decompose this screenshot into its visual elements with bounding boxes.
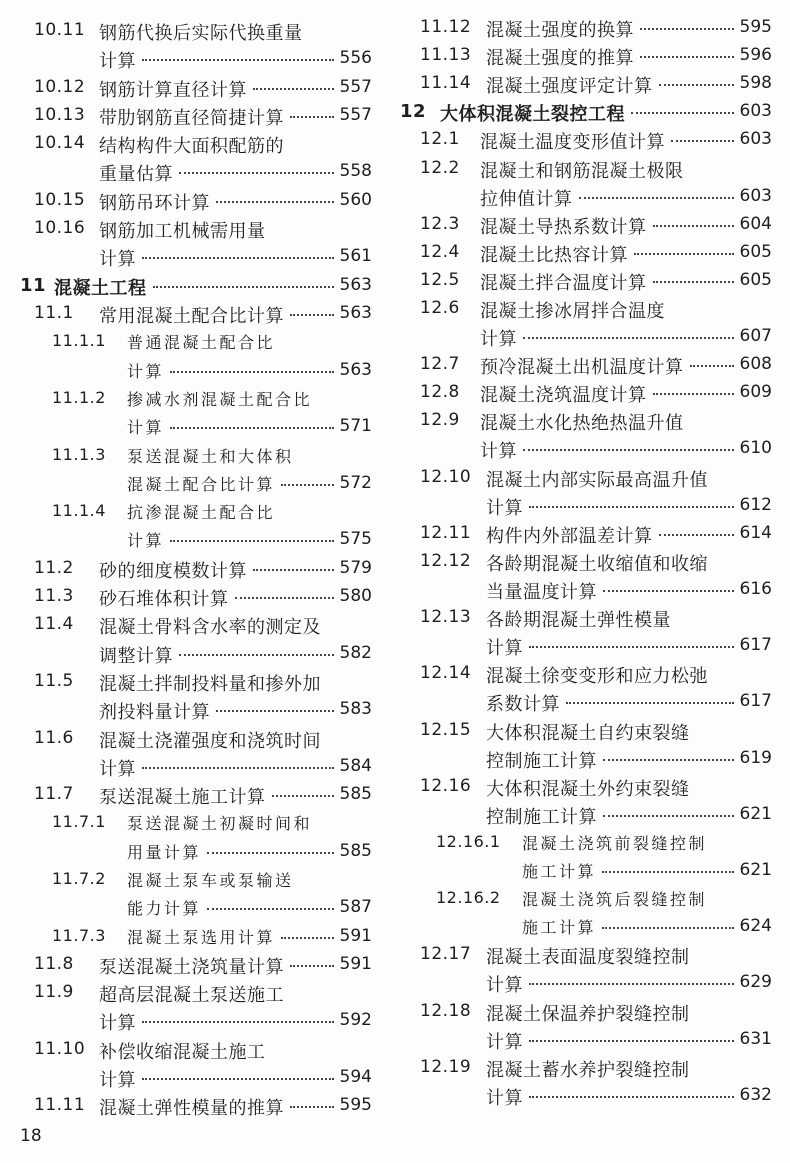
toc-entry-number: 12.16: [420, 775, 472, 796]
toc-entry-title: 混凝土弹性模量的推算: [99, 1098, 284, 1120]
dot-leader: [170, 540, 334, 542]
toc-entry-number: 12.9: [420, 410, 460, 431]
toc-entry-number: 12.15: [420, 719, 472, 740]
toc-entry-number: 11.7: [34, 784, 74, 805]
toc-entry-title: 钢筋计算直径计算: [99, 79, 247, 101]
toc-entry-number: 12.14: [420, 663, 472, 684]
toc-entry-title: 计算: [486, 497, 523, 519]
toc-entry-number: 12.7: [420, 354, 460, 375]
toc-entry-number: 12.19: [420, 1056, 472, 1077]
toc-entry-page: 609: [739, 382, 772, 403]
toc-entry-title: 混凝土内部实际最高温升值: [486, 469, 708, 491]
toc-entry-title: 混凝土强度评定计算: [486, 76, 653, 98]
toc-entry-page: 621: [739, 859, 772, 880]
toc-entry-title: 抗渗混凝土配合比: [127, 503, 276, 523]
toc-entry-page: 575: [339, 529, 372, 550]
toc-entry-page: 607: [739, 326, 772, 347]
toc-entry-title: 钢筋吊环计算: [99, 192, 210, 214]
toc-entry-page: 556: [339, 48, 372, 69]
dot-leader: [290, 314, 334, 316]
toc-entry-number: 10.13: [34, 104, 86, 125]
toc-entry-number: 11.1.1: [52, 331, 106, 351]
dot-leader: [603, 590, 734, 592]
toc-entry-page: 603: [739, 185, 772, 206]
toc-entry-page: 598: [739, 73, 772, 94]
toc-entry-title: 计算: [127, 531, 165, 551]
toc-entry-number: 11.8: [34, 953, 74, 974]
toc-entry-title: 大体积混凝土裂控工程: [440, 104, 625, 126]
toc-entry-title: 重量估算: [99, 164, 173, 186]
dot-leader: [272, 795, 334, 797]
toc-entry-number: 11.6: [34, 727, 74, 748]
toc-entry-page: 617: [739, 635, 772, 656]
dot-leader: [603, 759, 734, 761]
toc-entry-page: 604: [739, 213, 772, 234]
toc-entry-page: 632: [739, 1084, 772, 1105]
toc-entry-title: 计算: [99, 51, 136, 73]
toc-entry-number: 11.3: [34, 586, 74, 606]
toc-entry-page: 605: [739, 241, 772, 262]
toc-entry-page: 608: [739, 354, 772, 375]
toc-entry-number: 11.11: [34, 1095, 86, 1116]
toc-entry-page: 591: [339, 925, 372, 946]
toc-entry-number: 11.5: [34, 670, 74, 691]
toc-entry-title: 计算: [99, 1013, 136, 1035]
dot-leader: [253, 88, 334, 90]
toc-entry-title: 混凝土泵车或泵输送: [127, 871, 294, 890]
toc-entry-page: 595: [339, 1095, 372, 1116]
toc-entry-number: 12.2: [420, 157, 460, 178]
toc-entry-title: 钢筋加工机械需用量: [99, 221, 266, 243]
toc-entry-title: 混凝土徐变变形和应力松弛: [486, 666, 708, 688]
toc-entry-title: 各龄期混凝土弹性模量: [486, 610, 671, 632]
dot-leader: [529, 983, 734, 985]
toc-entry-number: 12.5: [420, 269, 460, 290]
toc-entry-title: 控制施工计算: [486, 750, 597, 772]
toc-entry-page: 584: [339, 755, 372, 776]
toc-entry-number: 11.14: [420, 73, 472, 94]
toc-entry-title: 混凝土强度的换算: [486, 20, 634, 41]
toc-entry-number: 12.1: [420, 129, 460, 150]
toc-entry-title: 混凝土浇筑前裂缝控制: [522, 833, 708, 853]
dot-leader: [653, 393, 734, 395]
toc-entry-page: 614: [739, 522, 772, 543]
toc-entry-number: 12.11: [420, 522, 472, 543]
dot-leader: [640, 28, 734, 30]
toc-entry-page: 587: [339, 897, 372, 918]
toc-entry-title: 钢筋代换后实际代换重量: [99, 23, 303, 44]
toc-entry-page: 557: [339, 104, 372, 125]
dot-leader: [523, 449, 734, 451]
toc-entry-title: 构件内外部温差计算: [486, 525, 653, 547]
toc-entry-page: 605: [739, 269, 772, 290]
toc-entry-title: 混凝土保温养护裂缝控制: [486, 1003, 690, 1025]
toc-entry-number: 11.10: [34, 1038, 86, 1059]
toc-entry-title: 施工计算: [522, 918, 597, 938]
dot-leader: [142, 1021, 334, 1023]
toc-entry-title: 砂的细度模数计算: [99, 560, 247, 582]
toc-entry-title: 混凝土掺冰屑拌合温度: [480, 301, 665, 322]
toc-entry-number: 11.2: [34, 557, 74, 578]
toc-entry-page: 617: [739, 691, 772, 712]
toc-entry-page: 579: [339, 557, 372, 578]
toc-entry-number: 12.8: [420, 382, 460, 403]
toc-entry-page: 603: [739, 101, 772, 122]
toc-entry-title: 带肋钢筋直径简捷计算: [99, 107, 284, 129]
dot-leader: [179, 654, 334, 656]
toc-entry-title: 计算: [99, 1070, 136, 1092]
toc-entry-title: 混凝土浇筑后裂缝控制: [522, 890, 708, 910]
dot-leader: [170, 427, 334, 429]
toc-entry-page: 571: [339, 416, 372, 437]
toc-entry-page: 595: [739, 17, 772, 37]
toc-entry-number: 11.1.3: [52, 444, 106, 464]
toc-entry-title: 混凝土拌制投料量和掺外加: [99, 673, 321, 695]
toc-entry-title: 混凝土表面温度裂缝控制: [486, 947, 690, 969]
toc-entry-title: 计算: [480, 441, 517, 463]
toc-entry-page: 585: [339, 784, 372, 805]
toc-entry-title: 计算: [480, 329, 517, 351]
toc-entry-page: 560: [339, 189, 372, 210]
toc-entry-number: 11.1: [34, 303, 74, 323]
toc-entry-title: 系数计算: [486, 694, 560, 716]
toc-entry-number: 11.7.2: [52, 869, 106, 888]
toc-entry-title: 泵送混凝土和大体积: [127, 446, 294, 466]
toc-entry-title: 能力计算: [127, 899, 202, 919]
dot-leader: [290, 1106, 334, 1108]
page-number: 18: [20, 1126, 42, 1146]
toc-entry-page: 557: [339, 76, 372, 97]
toc-entry-number: 11: [20, 274, 47, 296]
dot-leader: [529, 506, 734, 508]
toc-entry-title: 泵送混凝土施工计算: [99, 787, 266, 809]
toc-entry-title: 混凝土温度变形值计算: [480, 132, 665, 154]
toc-entry-title: 混凝土工程: [54, 277, 147, 299]
toc-entry-title: 混凝土和钢筋混凝土极限: [480, 160, 684, 182]
toc-entry-title: 计算: [486, 975, 523, 997]
toc-entry-number: 12.13: [420, 607, 472, 628]
toc-entry-title: 剂投料量计算: [99, 702, 210, 724]
toc-entry-page: 624: [739, 916, 772, 937]
toc-entry-number: 10.12: [34, 76, 86, 97]
toc-entry-number: 11.1.4: [52, 501, 106, 521]
toc-entry-title: 当量温度计算: [486, 581, 597, 603]
toc-entry-title: 结构构件大面积配筋的: [99, 136, 284, 158]
toc-entry-number: 10.14: [34, 133, 86, 154]
dot-leader: [142, 1078, 334, 1080]
toc-entry-title: 预冷混凝土出机温度计算: [480, 357, 684, 379]
toc-entry-title: 混凝土拌合温度计算: [480, 272, 647, 294]
toc-entry-page: 610: [739, 438, 772, 459]
toc-entry-number: 10.15: [34, 189, 86, 210]
toc-entry-title: 大体积混凝土自约束裂缝: [486, 722, 690, 744]
toc-entry-page: 619: [739, 747, 772, 768]
dot-leader: [579, 197, 734, 199]
toc-entry-page: 592: [339, 1010, 372, 1031]
toc-entry-page: 616: [739, 578, 772, 599]
dot-leader: [207, 908, 334, 910]
dot-leader: [235, 597, 334, 599]
toc-entry-number: 12: [400, 101, 427, 123]
toc-entry-page: 563: [339, 303, 372, 323]
toc-entry-page: 629: [739, 972, 772, 993]
toc-entry-title: 计算: [127, 361, 165, 381]
dot-leader: [281, 484, 334, 486]
toc-entry-title: 计算: [486, 1031, 523, 1053]
toc-entry-title: 混凝土蓄水养护裂缝控制: [486, 1059, 690, 1081]
dot-leader: [179, 172, 334, 174]
toc-entry-number: 12.18: [420, 1000, 472, 1021]
toc-entry-page: 558: [339, 161, 372, 182]
toc-entry-page: 563: [339, 274, 372, 295]
toc-entry-title: 混凝土强度的推算: [486, 48, 634, 70]
toc-entry-number: 12.6: [420, 298, 460, 318]
toc-entry-number: 11.13: [420, 45, 472, 66]
toc-entry-number: 11.7.1: [52, 812, 106, 832]
toc-entry-title: 计算: [486, 638, 523, 660]
dot-leader: [690, 365, 734, 367]
toc-entry-title: 混凝土水化热绝热温升值: [480, 413, 684, 435]
dot-leader: [640, 56, 734, 58]
toc-entry-title: 计算: [127, 418, 165, 438]
toc-entry-title: 大体积混凝土外约束裂缝: [486, 778, 690, 800]
dot-leader: [153, 286, 334, 288]
dot-leader: [653, 281, 734, 283]
toc-entry-page: 580: [339, 586, 372, 606]
toc-entry-title: 调整计算: [99, 645, 173, 667]
toc-entry-title: 混凝土浇筑温度计算: [480, 385, 647, 407]
toc-entry-page: 594: [339, 1067, 372, 1088]
toc-entry-number: 10.16: [34, 218, 86, 239]
toc-entry-number: 12.16.2: [436, 888, 501, 908]
dot-leader: [290, 116, 334, 118]
dot-leader: [170, 371, 334, 373]
dot-leader: [602, 927, 734, 929]
toc-entry-page: 612: [739, 494, 772, 515]
toc-entry-title: 混凝土配合比计算: [127, 474, 276, 494]
dot-leader: [290, 965, 334, 967]
dot-leader: [653, 225, 734, 227]
dot-leader: [281, 937, 334, 939]
toc-entry-title: 计算: [99, 249, 136, 271]
dot-leader: [529, 1040, 734, 1042]
dot-leader: [216, 710, 334, 712]
dot-leader: [142, 257, 334, 259]
toc-entry-title: 泵送混凝土初凝时间和: [127, 814, 313, 834]
dot-leader: [659, 84, 734, 86]
toc-entry-number: 12.10: [420, 466, 472, 487]
dot-leader: [142, 59, 334, 61]
dot-leader: [602, 871, 734, 873]
toc-entry-title: 拉伸值计算: [480, 188, 573, 210]
toc-entry-number: 12.12: [420, 550, 472, 571]
toc-entry-title: 用量计算: [127, 842, 202, 862]
toc-entry-number: 11.9: [34, 982, 74, 1003]
toc-entry-title: 混凝土浇灌强度和浇筑时间: [99, 730, 321, 752]
dot-leader: [529, 646, 734, 648]
toc-entry-title: 各龄期混凝土收缩值和收缩: [486, 553, 708, 575]
dot-leader: [523, 337, 734, 339]
toc-entry-page: 561: [339, 246, 372, 267]
toc-entry-page: 583: [339, 699, 372, 720]
dot-leader: [566, 702, 734, 704]
toc-entry-number: 12.16.1: [436, 831, 501, 851]
dot-leader: [631, 112, 734, 114]
toc-entry-number: 11.12: [420, 17, 472, 37]
dot-leader: [142, 767, 334, 769]
dot-leader: [207, 852, 334, 854]
toc-entry-page: 582: [339, 642, 372, 663]
toc-entry-page: 603: [739, 129, 772, 150]
toc-entry-title: 常用混凝土配合比计算: [99, 306, 284, 327]
toc-entry-page: 572: [339, 472, 372, 493]
dot-leader: [253, 569, 334, 571]
toc-entry-number: 12.17: [420, 944, 472, 965]
toc-entry-title: 控制施工计算: [486, 806, 597, 828]
toc-entry-title: 普通混凝土配合比: [127, 333, 276, 353]
toc-entry-title: 超高层混凝土泵送施工: [99, 985, 284, 1007]
toc-entry-title: 混凝土泵选用计算: [127, 927, 276, 947]
dot-leader: [671, 140, 734, 142]
toc-entry-number: 12.3: [420, 213, 460, 234]
toc-entry-title: 砂石堆体积计算: [99, 589, 229, 610]
dot-leader: [216, 201, 334, 203]
toc-entry-title: 计算: [486, 1087, 523, 1109]
dot-leader: [603, 815, 734, 817]
dot-leader: [634, 253, 734, 255]
toc-entry-title: 补偿收缩混凝土施工: [99, 1041, 266, 1063]
toc-entry-page: 591: [339, 953, 372, 974]
toc-entry-number: 11.4: [34, 614, 74, 635]
toc-entry-number: 10.11: [34, 20, 86, 40]
toc-entry-number: 11.7.3: [52, 925, 106, 945]
dot-leader: [659, 534, 734, 536]
toc-entry-title: 混凝土导热系数计算: [480, 216, 647, 238]
toc-entry-page: 631: [739, 1028, 772, 1049]
toc-entry-page: 585: [339, 840, 372, 861]
toc-entry-title: 施工计算: [522, 861, 597, 881]
toc-entry-number: 12.4: [420, 241, 460, 262]
toc-entry-title: 掺减水剂混凝土配合比: [127, 389, 313, 409]
toc-entry-page: 621: [739, 803, 772, 824]
dot-leader: [529, 1096, 734, 1098]
toc-entry-title: 泵送混凝土浇筑量计算: [99, 956, 284, 978]
toc-entry-title: 混凝土比热容计算: [480, 244, 628, 266]
toc-entry-page: 596: [739, 45, 772, 66]
toc-entry-number: 11.1.2: [52, 387, 106, 407]
toc-entry-page: 563: [339, 359, 372, 380]
toc-entry-title: 计算: [99, 758, 136, 780]
toc-entry-title: 混凝土骨料含水率的测定及: [99, 617, 321, 639]
